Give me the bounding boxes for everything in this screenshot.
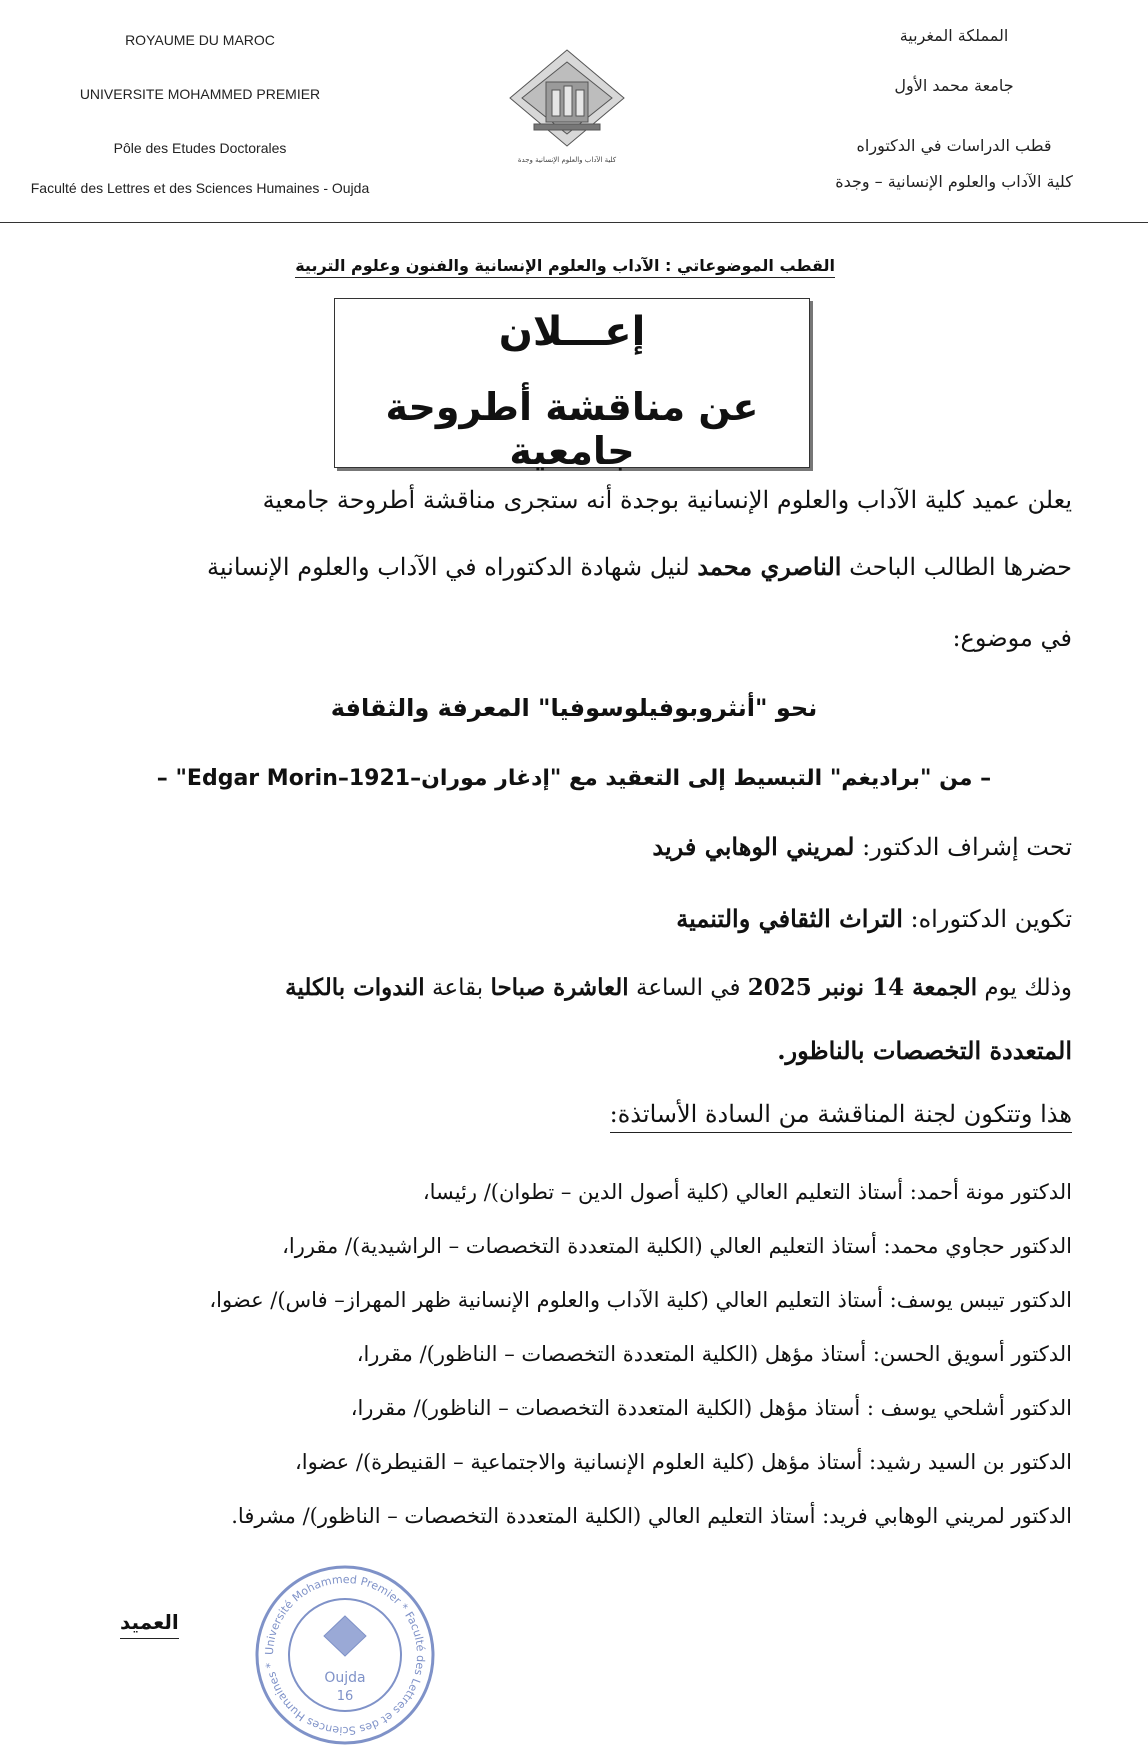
date-mid: في الساعة (628, 975, 748, 1001)
date-pre: وذلك يوم (977, 975, 1072, 1001)
supervisor-line (652, 832, 1072, 861)
date-value: الجمعة 14 نونبر 2025 (747, 974, 978, 1001)
body-line-1: يعلن عميد كلية الآداب والعلوم الإنسانية بوجدة أنه ستجرى مناقشة أطروحة جامعية (262, 486, 1072, 514)
stamp-city: Oujda (324, 1670, 366, 1686)
supervisor-label: تحت إشراف الدكتور: (854, 833, 1072, 861)
venue-1: الندوات بالكلية (285, 974, 425, 1001)
supervisor-name: لمريني الوهابي فريد (652, 832, 855, 861)
university-stamp (250, 1560, 440, 1750)
header-fr-university: UNIVERSITE MOHAMMED PREMIER (79, 86, 321, 102)
announcement-title: إعـــلان (498, 309, 646, 355)
header-fr-faculty: Faculté des Lettres et des Sciences Humaines - Oujda (30, 180, 370, 196)
announcement-box (334, 298, 810, 473)
stamp-number: 16 (336, 1689, 354, 1704)
body-line-2-pre: حضرها الطالب الباحث (841, 553, 1072, 581)
committee-intro (610, 1100, 1072, 1128)
announcement-subtitle: عن مناقشة أطروحة جامعية (385, 385, 759, 473)
program-name: التراث الثقافي والتنمية (676, 904, 903, 933)
date-post: بقاعة (424, 975, 491, 1001)
committee-member: الدكتور تيبس يوسف: أستاذ التعليم العالي (كلية الآداب والعلوم الإنسانية ظهر المهراز– فاس)/ عضوا، (209, 1288, 1072, 1312)
logo-caption: كلية الآداب والعلوم الإنسانية وجدة (517, 156, 617, 164)
committee-member: الدكتور أشلحي يوسف : أستاذ مؤهل (الكلية المتعددة التخصصات – الناظور)/ مقررا، (350, 1396, 1072, 1420)
body-line-2 (207, 552, 1072, 581)
body-line-2-post: لنيل شهادة الدكتوراه في الآداب والعلوم الإنسانية (207, 553, 698, 581)
time-value: العاشرة صباحا (490, 974, 629, 1001)
header-ar-faculty: كلية الآداب والعلوم الإنسانية – وجدة (835, 172, 1073, 191)
header-ar-pole: قطب الدراسات في الدكتوراه (856, 136, 1052, 155)
program-label: تكوين الدكتوراه: (902, 905, 1072, 933)
committee-member: الدكتور حجاوي محمد: أستاذ التعليم العالي (الكلية المتعددة التخصصات – الراشيدية)/ مقررا، (282, 1234, 1072, 1258)
thesis-topic-1: نحو "أنثروبوفيلوسوفيا" المعرفة والثقافة (330, 694, 818, 722)
body-line-3: في موضوع: (952, 624, 1072, 652)
thematic-pole: القطب الموضوعاتي : الآداب والعلوم الإنسانية والفنون وعلوم التربية (295, 256, 835, 278)
dean-signature: العميد (120, 1610, 179, 1639)
header-fr-pole: Pôle des Etudes Doctorales (113, 140, 287, 156)
committee-member: الدكتور لمريني الوهابي فريد: أستاذ التعليم العالي (الكلية المتعددة التخصصات – الناظور)/ مشرفا. (231, 1504, 1072, 1528)
header-divider (0, 222, 1148, 223)
date-line (285, 974, 1072, 1001)
header-ar-university: جامعة محمد الأول (894, 76, 1014, 95)
committee-intro-text: هذا وتتكون لجنة المناقشة من السادة الأساتذة: (610, 1100, 1072, 1133)
venue-2: المتعددة التخصصات بالناظور. (777, 1036, 1072, 1065)
student-name: الناصري محمد (697, 552, 842, 581)
committee-member: الدكتور بن السيد رشيد: أستاذ مؤهل (كلية العلوم الإنسانية والاجتماعية – القنيطرة)/ عضوا، (295, 1450, 1072, 1474)
thesis-topic-2: – من "براديغم" التبسيط إلى التعقيد مع "إدغار موران–Edgar Morin–1921" – (156, 766, 992, 791)
venue-line-2 (777, 1036, 1072, 1065)
committee-member: الدكتور مونة أحمد: أستاذ التعليم العالي (كلية أصول الدين – تطوان)/ رئيسا، (422, 1180, 1072, 1204)
header-fr-kingdom: ROYAUME DU MAROC (125, 32, 275, 48)
committee-member: الدكتور أسويق الحسن: أستاذ مؤهل (الكلية المتعددة التخصصات – الناظور)/ مقررا، (356, 1342, 1072, 1366)
stamp-ring-text: Université Mohammed Premier * Faculté des Lettres et des Sciences Humaines * (262, 1572, 428, 1738)
header-ar-kingdom: المملكة المغربية (899, 26, 1009, 45)
program-line (676, 904, 1072, 933)
